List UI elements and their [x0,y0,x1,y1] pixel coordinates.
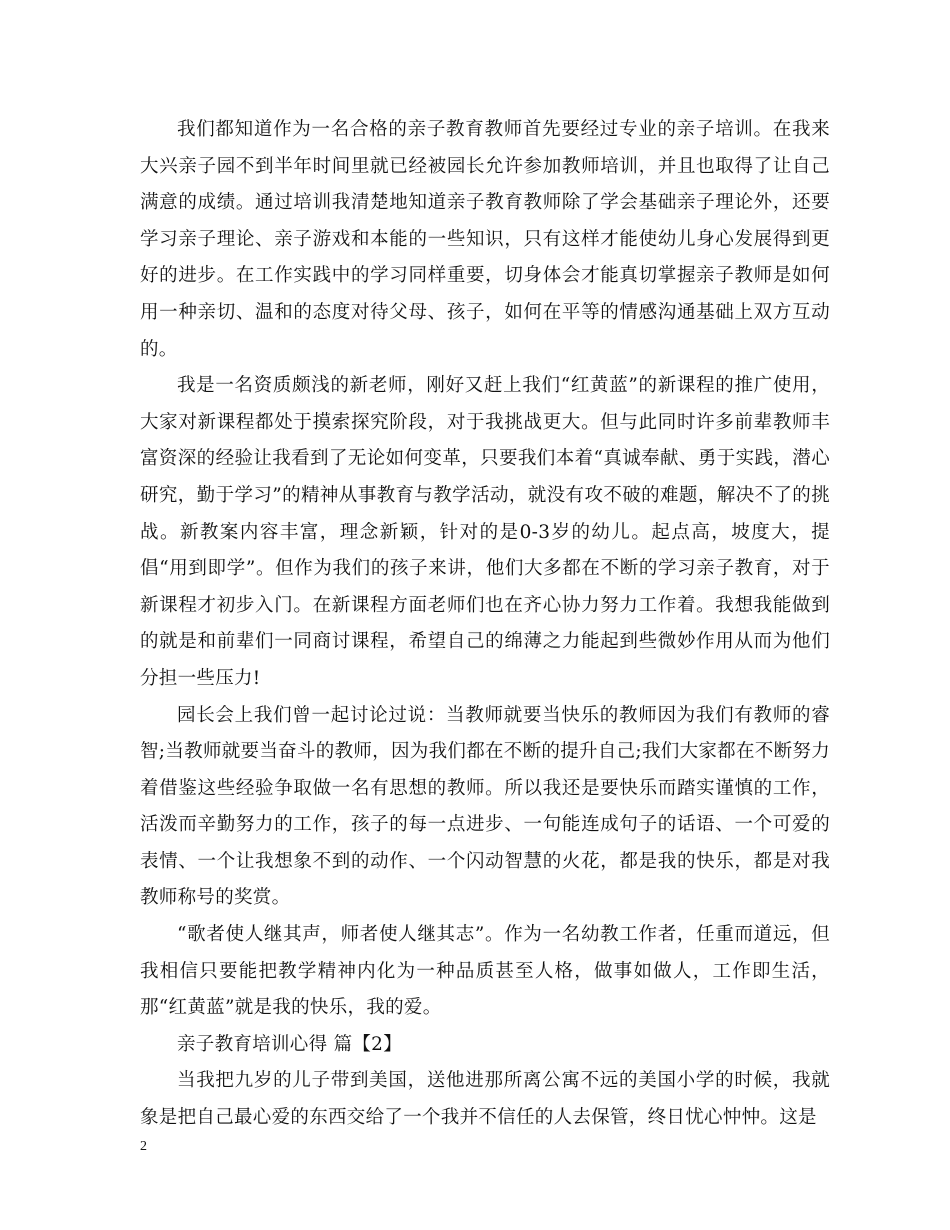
paragraph-singer-quote: “歌者使人继其声，师者使人继其志”。作为一名幼教工作者，任重而道远，但我相信只要能把教学精神内化为一种品质甚至人格，做事如做人，工作即生活，那“红黄蓝”就是我的快乐，我的爱。 [140,924,830,1019]
paragraph-director-meeting: 园长会上我们曾一起讨论过说：当教师就要当快乐的教师因为我们有教师的睿智;当教师就要当奋斗的教师，因为我们都在不断的提升自己;我们大家都在不断努力着借鉴这些经验争取做一名有思想的教师。所以我还是要快乐而踏实谨慎的工作，活泼而辛勤努力的工作，孩子的每一点进步、一句能连成句子的话语、一个可爱的表情、一个让我想象不到的动作、一个闪动智慧的火花，都是我的快乐，都是对我教师称号的奖赏。 [140,704,830,909]
paragraph-son-in-america: 当我把九岁的儿子带到美国，送他进那所离公寓不远的美国小学的时候，我就象是把自己最心爱的东西交给了一个我并不信任的人去保管，终日忧心忡忡。这是 [140,1070,830,1129]
paragraph-training-intro: 我们都知道作为一名合格的亲子教育教师首先要经过专业的亲子培训。在我来大兴亲子园不到半年时间里就已经被园长允许参加教师培训，并且也取得了让自己满意的成绩。通过培训我清楚地知道亲子教育教师除了学会基础亲子理论外，还要学习亲子理论、亲子游戏和本能的一些知识，只有这样才能使幼儿身心发展得到更好的进步。在工作实践中的学习同样重要，切身体会才能真切掌握亲子教师是如何用一种亲切、温和的态度对待父母、孩子，如何在平等的情感沟通基础上双方互动的。 [140,119,830,360]
section-heading: 亲子教育培训心得 篇【2】 [177,1033,403,1055]
paragraph-new-teacher: 我是一名资质颇浅的新老师，刚好又赶上我们“红黄蓝”的新课程的推广使用，大家对新课程都处于摸索探究阶段，对于我挑战更大。但与此同时许多前辈教师丰富资深的经验让我看到了无论如何变革，只要我们本着“真诚奉献、勇于实践，潜心研究，勤于学习”的精神从事教育与教学活动，就没有攻不破的难题，解决不了的挑战。新教案内容丰富，理念新颖，针对的是0-3岁的幼儿。起点高，坡度大，提倡“用到即学”。但作为我们的孩子来讲，他们大多都在不断的学习亲子教育，对于新课程才初步入门。在新课程方面老师们也在齐心协力努力工作着。我想我能做到的就是和前辈们一同商讨课程，希望自己的绵薄之力能起到些微妙作用从而为他们分担一些压力! [140,375,830,689]
page-number: 2 [140,1139,147,1154]
document-body [140,112,830,1137]
